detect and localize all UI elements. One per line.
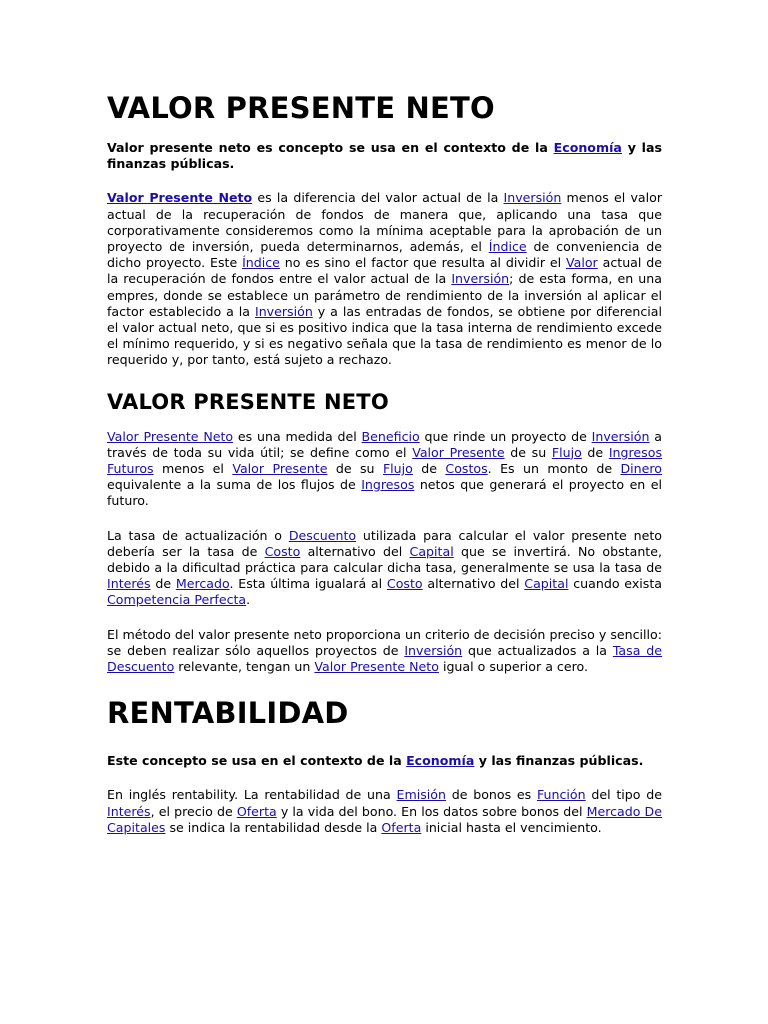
text: de <box>412 461 446 477</box>
text: alternativo del <box>422 576 525 592</box>
text: que se invertirá. No obstante, debido a la dificultad práctica para calcular dicha tasa, generalmente se usa la tasa de <box>107 543 662 576</box>
link-indice[interactable]: Índice <box>488 239 527 255</box>
text: cuando exista <box>568 576 662 592</box>
text: , el precio de <box>150 803 237 819</box>
text: . Es un monto de <box>487 461 621 477</box>
intro-paragraph <box>107 140 662 172</box>
text: de <box>581 444 609 460</box>
link-inversion[interactable]: Inversión <box>503 190 562 206</box>
text: que actualizados a la <box>462 642 613 658</box>
rentabilidad-paragraph <box>107 787 662 836</box>
text: que rinde un proyecto de <box>419 428 592 444</box>
text: y la vida del bono. En los datos sobre bonos del <box>276 803 587 819</box>
link-mercado[interactable]: Mercado <box>175 576 230 592</box>
text: inicial hasta el vencimiento. <box>421 819 602 835</box>
link-oferta[interactable]: Oferta <box>236 803 277 819</box>
section-subtitle-valor-presente-neto: VALOR PRESENTE NETO <box>107 389 389 414</box>
text: y a las entradas de fondos, se obtiene por diferencial el valor actual neto, que si es positivo indica que la tasa interna de rendimiento excede el mínimo requerido, y si es negativo señala que la tasa de rendimiento es menor de lo requerido y, por tanto, está sujeto a rechazo. <box>107 303 663 368</box>
link-valor-presente[interactable]: Valor Presente <box>412 444 505 460</box>
link-valor-presente-neto[interactable]: Valor Presente Neto <box>107 190 253 206</box>
link-descuento[interactable]: Descuento <box>288 527 357 543</box>
link-inversion[interactable]: Inversión <box>591 428 650 444</box>
link-valor-presente-neto[interactable]: Valor Presente Neto <box>314 659 439 675</box>
link-valor-presente-neto[interactable]: Valor Presente Neto <box>107 428 234 444</box>
link-mercado-de-capitales[interactable]: Mercado De Capitales <box>107 803 662 835</box>
text: no es sino el factor que resulta al dividir el <box>279 255 566 271</box>
link-costo[interactable]: Costo <box>386 576 423 592</box>
link-ingresos[interactable]: Ingresos <box>361 477 415 493</box>
section-title-rentabilidad: RENTABILIDAD <box>107 696 349 731</box>
link-valor[interactable]: Valor <box>566 255 598 271</box>
text: ; de esta forma, en una empres, donde se establece un parámetro de rendimiento de la inversión al aplicar el factor establecido a la <box>107 271 662 319</box>
text: En inglés rentability. La rentabilidad de una <box>107 787 397 803</box>
text: Este concepto se usa en el contexto de la <box>107 753 407 769</box>
method-paragraph <box>107 627 662 676</box>
link-emision[interactable]: Emisión <box>396 787 446 803</box>
link-ingresos[interactable]: Ingresos <box>608 444 663 460</box>
link-economia[interactable]: Economía <box>553 140 622 155</box>
text: . Esta última igualará al <box>229 576 387 592</box>
text: a través de toda su vida útil; se define como el <box>107 428 662 460</box>
text: de conveniencia de dicho proyecto. Este <box>107 239 662 271</box>
definition-paragraph <box>107 190 662 368</box>
link-flujo[interactable]: Flujo <box>382 461 413 477</box>
text: alternativo del <box>300 543 410 559</box>
text: es la diferencia del valor actual de la <box>252 190 504 206</box>
text: equivalente a la suma de los flujos de <box>107 477 362 493</box>
link-dinero[interactable]: Dinero <box>620 461 663 477</box>
link-interes[interactable]: Interés <box>107 576 151 592</box>
rentabilidad-intro-paragraph <box>107 753 662 769</box>
text: Valor presente neto es concepto se usa en el contexto de la <box>107 140 554 155</box>
text: netos que generará el proyecto en el futuro. <box>107 477 662 509</box>
text: y las finanzas públicas. <box>474 753 644 769</box>
link-interes[interactable]: Interés <box>107 803 151 819</box>
text: . <box>246 592 251 608</box>
link-tasa-de-descuento[interactable]: Tasa de Descuento <box>107 642 663 675</box>
link-beneficio[interactable]: Beneficio <box>361 428 420 444</box>
link-inversion[interactable]: Inversión <box>254 303 313 319</box>
link-valor-presente[interactable]: Valor Presente <box>232 461 328 477</box>
text: La tasa de actualización o <box>107 527 289 543</box>
link-futuros[interactable]: Futuros <box>107 461 154 477</box>
link-inversion[interactable]: Inversión <box>451 271 510 287</box>
text: utilizada para calcular el valor presente neto debería ser la tasa de <box>107 527 662 559</box>
text: de su <box>327 461 383 477</box>
text: es una medida del <box>233 428 362 444</box>
text: y las finanzas públicas. <box>107 140 662 172</box>
text: de <box>150 576 176 592</box>
text: de su <box>504 444 552 460</box>
text: menos el <box>153 461 233 477</box>
link-funcion[interactable]: Función <box>536 787 586 803</box>
link-competencia-perfecta[interactable]: Competencia Perfecta <box>107 592 247 608</box>
document-body <box>107 86 662 836</box>
link-capital[interactable]: Capital <box>409 543 454 559</box>
text: menos el valor actual de la recuperación de fondos de manera que, aplicando una tasa que corporativamente consideremos como la mínima aceptable para la aprobación de un proyecto de inversión, pueda determinarnos, además, el <box>107 190 663 255</box>
link-capital[interactable]: Capital <box>524 576 569 592</box>
link-economia[interactable]: Economía <box>406 753 475 769</box>
link-oferta[interactable]: Oferta <box>381 819 422 835</box>
text: de bonos es <box>445 787 537 803</box>
section-title-valor-presente-neto: VALOR PRESENTE NETO <box>107 91 495 125</box>
link-costo[interactable]: Costo <box>264 543 301 559</box>
text: se indica la rentabilidad desde la <box>165 819 382 835</box>
text: El método del valor presente neto proporciona un criterio de decisión preciso y sencillo: se deben realizar sólo aquellos proyectos de <box>107 626 662 658</box>
link-inversion[interactable]: Inversión <box>404 642 463 658</box>
link-indice[interactable]: Índice <box>242 255 280 271</box>
text: actual de la recuperación de fondos entre el valor actual de la <box>107 255 663 287</box>
discount-rate-paragraph <box>107 528 662 609</box>
measure-paragraph <box>107 429 662 510</box>
text: del tipo de <box>585 787 662 803</box>
text: igual o superior a cero. <box>438 659 588 675</box>
link-flujo[interactable]: Flujo <box>551 444 582 460</box>
text: relevante, tengan un <box>174 659 315 675</box>
link-costos[interactable]: Costos <box>445 461 488 477</box>
